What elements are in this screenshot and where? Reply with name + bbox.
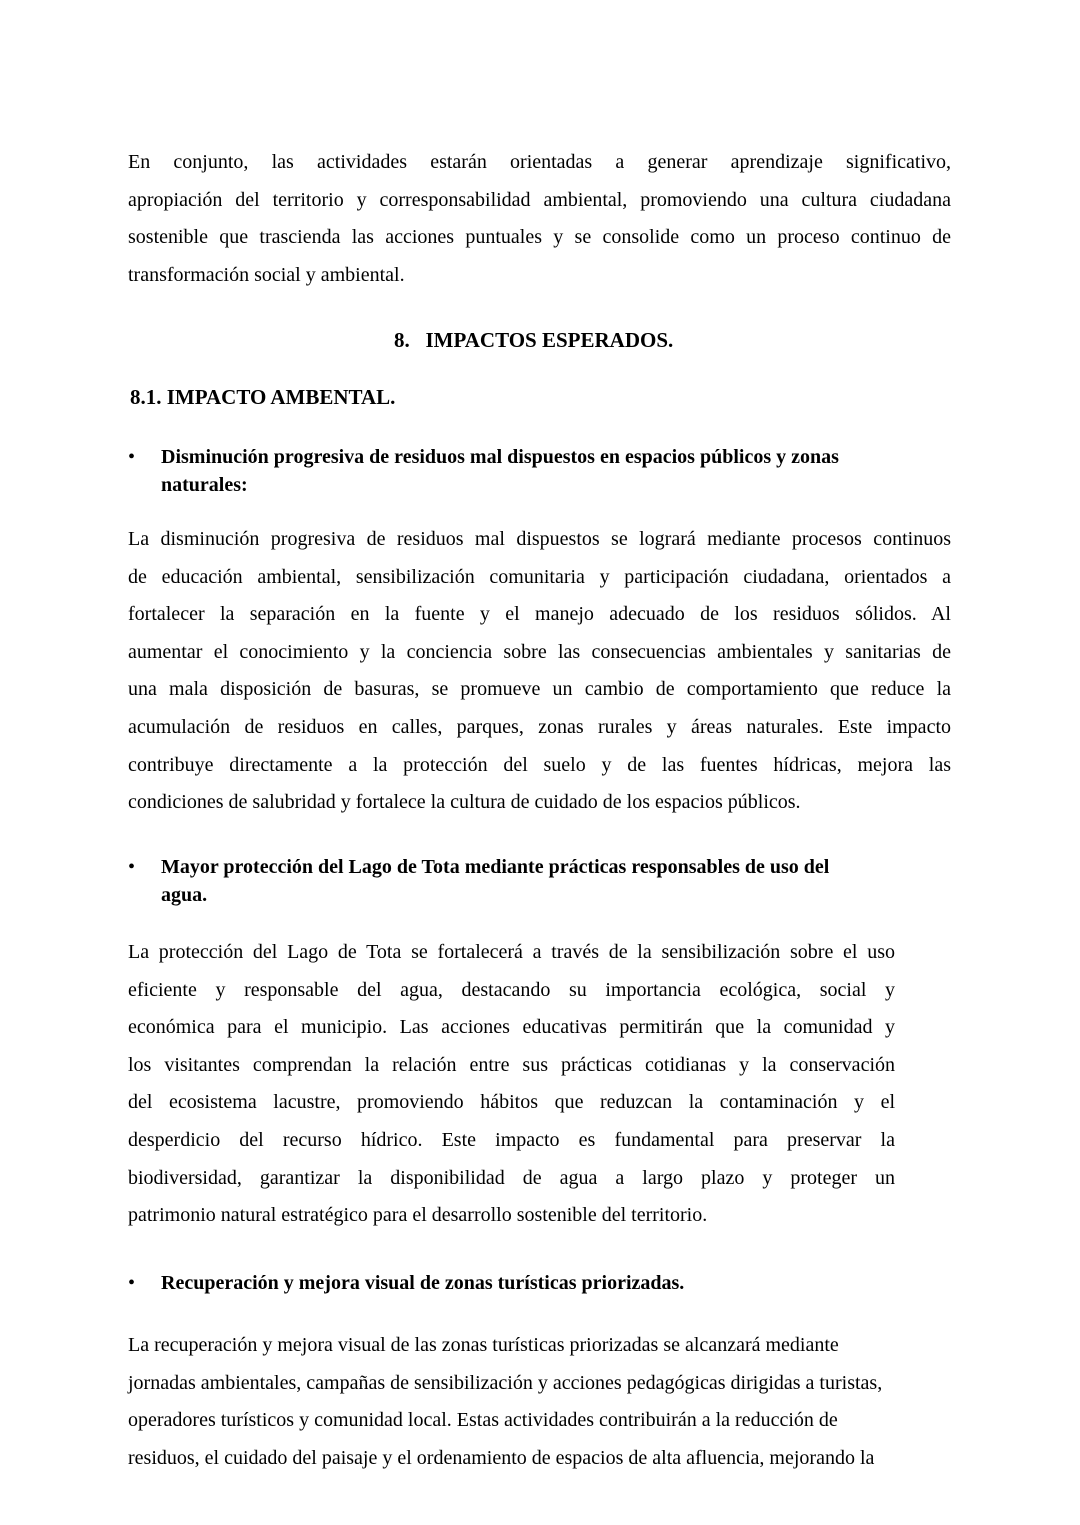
bullet-icon: • xyxy=(128,1272,136,1294)
bullet-icon: • xyxy=(128,856,136,878)
text-line: del ecosistema lacustre, promoviendo hábitos que reduzcan la contaminación y el xyxy=(128,1091,895,1114)
text-line: transformación social y ambiental. xyxy=(128,263,405,286)
text-line: En conjunto, las actividades estarán orientadas a generar aprendizaje significativo, xyxy=(128,151,951,173)
text-line: patrimonio natural estratégico para el desarrollo sostenible del territorio. xyxy=(128,1204,708,1227)
text-line: aumentar el conocimiento y la conciencia sobre las consecuencias ambientales y sanitarias de xyxy=(128,640,951,663)
title-line: Recuperación y mejora visual de zonas turísticas priorizadas. xyxy=(161,1272,685,1294)
text-line: biodiversidad, garantizar la disponibilidad de agua a largo plazo y proteger un xyxy=(128,1166,895,1189)
text-line: una mala disposición de basuras, se promueve un cambio de comportamiento que reduce la xyxy=(128,678,951,701)
section-heading: 8. IMPACTOS ESPERADOS. xyxy=(394,328,674,352)
text-line: fortalecer la separación en la fuente y el manejo adecuado de los residuos sólidos. Al xyxy=(128,603,951,626)
text-line: desperdicio del recurso hídrico. Este impacto es fundamental para preservar la xyxy=(128,1128,895,1151)
title-line: Disminución progresiva de residuos mal dispuestos en espacios públicos y zonas xyxy=(161,446,839,468)
text-line: La recuperación y mejora visual de las zonas turísticas priorizadas se alcanzará mediante xyxy=(128,1334,839,1356)
text-line: económica para el municipio. Las acciones educativas permitirán que la comunidad y xyxy=(128,1016,895,1039)
text-line: condiciones de salubridad y fortalece la cultura de cuidado de los espacios públicos. xyxy=(128,791,801,814)
body-paragraph xyxy=(128,1327,882,1477)
body-paragraph xyxy=(128,934,895,1235)
text-line: sostenible que trascienda las acciones puntuales y se consolide como un proceso continuo de xyxy=(128,226,951,249)
body-paragraph xyxy=(128,521,951,822)
text-line: La disminución progresiva de residuos mal dispuestos se logrará mediante procesos continuos xyxy=(128,528,951,550)
text-line: acumulación de residuos en calles, parques, zonas rurales y áreas naturales. Este impacto xyxy=(128,715,951,738)
text-line: apropiación del territorio y corresponsabilidad ambiental, promoviendo una cultura ciudadana xyxy=(128,188,951,211)
title-line: Mayor protección del Lago de Tota mediante prácticas responsables de uso del xyxy=(161,856,830,878)
title-line: naturales: xyxy=(161,474,248,496)
text-line: operadores turísticos y comunidad local. Estas actividades contribuirán a la reducción de xyxy=(128,1409,838,1432)
text-line: los visitantes comprendan la relación entre sus prácticas cotidianas y la conservación xyxy=(128,1053,895,1076)
text-line: de educación ambiental, sensibilización comunitaria y participación ciudadana, orientados a xyxy=(128,565,951,588)
text-line: La protección del Lago de Tota se fortalecerá a través de la sensibilización sobre el uso xyxy=(128,941,895,963)
title-line: agua. xyxy=(161,884,208,906)
bullet-icon: • xyxy=(128,446,136,468)
text-line: residuos, el cuidado del paisaje y el ordenamiento de espacios de alta afluencia, mejorando la xyxy=(128,1446,875,1469)
text-line: contribuye directamente a la protección del suelo y de las fuentes hídricas, mejora las xyxy=(128,753,951,776)
text-line: eficiente y responsable del agua, destacando su importancia ecológica, social y xyxy=(128,978,895,1001)
text-line: jornadas ambientales, campañas de sensibilización y acciones pedagógicas dirigidas a turistas, xyxy=(128,1371,883,1394)
subsection-heading: 8.1. IMPACTO AMBENTAL. xyxy=(130,385,396,409)
intro-paragraph xyxy=(128,144,951,294)
